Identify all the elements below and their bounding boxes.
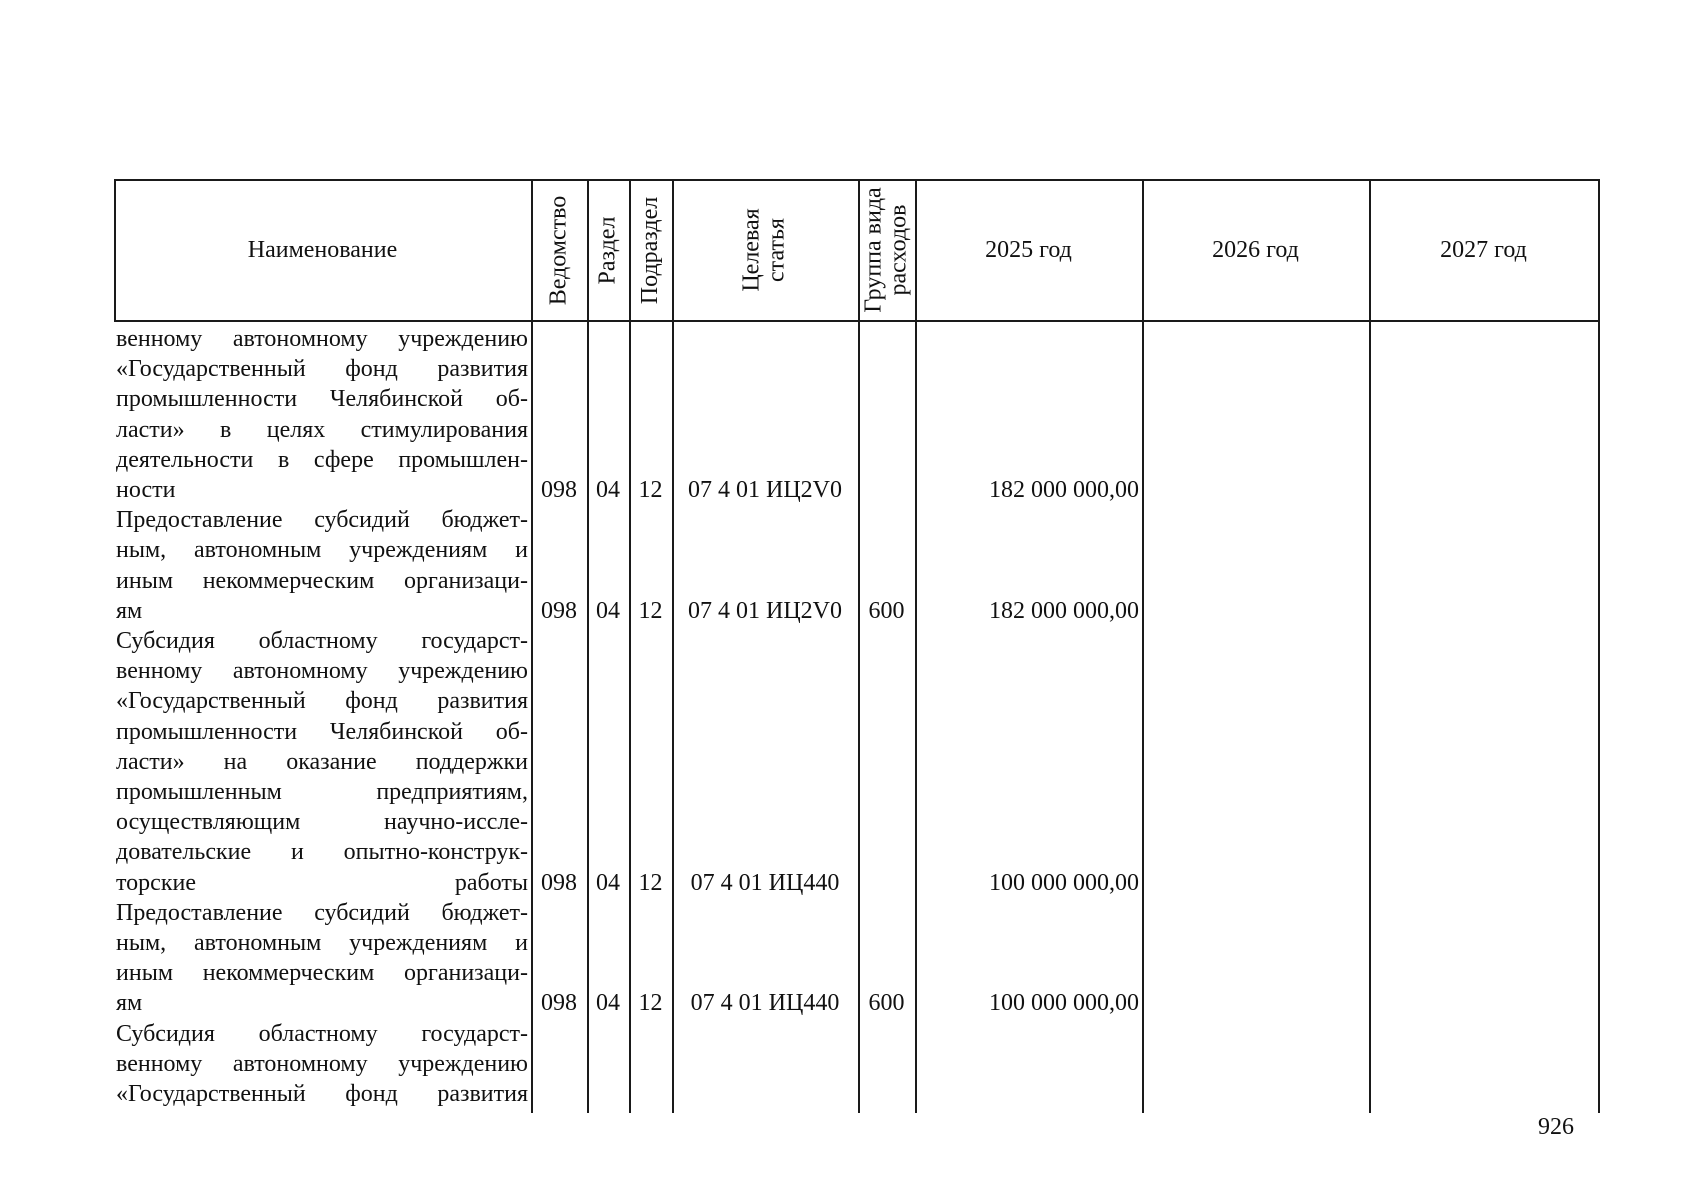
page-number: 926 [1538, 1114, 1574, 1140]
row-name-line: «Государственный фонд развития [116, 1080, 528, 1107]
row-amount-2025: 182 000 000,00 [989, 477, 1139, 503]
header-section-text: Раздел [594, 216, 621, 284]
header-target-item [672, 179, 858, 321]
row-name-line: ласти» в целях стимулирования [116, 416, 528, 443]
row-name-line: деятельности в сфере промышлен- [116, 446, 528, 473]
row-name-line: довательские и опытно-конструк- [116, 839, 528, 866]
row-target-item: 07 4 01 ИЦ2V0 [688, 477, 842, 503]
header-year-2027 [1369, 179, 1598, 321]
row-name-line: ласти» на оказание поддержки [116, 748, 528, 775]
row-section: 04 [596, 477, 620, 503]
row-subsection: 12 [638, 869, 663, 896]
row-department: 098 [541, 869, 577, 896]
row-name-line: осуществляющим научно-иссле- [116, 809, 528, 836]
row-name-line: венному автономному учреждению [116, 326, 528, 352]
row-target-item: 07 4 01 ИЦ440 [690, 990, 840, 1017]
row-name-line: ности [116, 476, 176, 503]
row-name-line: торские работы [116, 869, 528, 896]
row-subsection: 12 [638, 990, 663, 1017]
row-name-line: промышленности Челябинской об- [116, 718, 528, 745]
row-name-line: ям [116, 990, 143, 1017]
row-subsection: 12 [638, 477, 663, 503]
row-expense-group: 600 [868, 597, 905, 624]
row-name-line: промышленным предприятиям, [116, 778, 528, 805]
header-department-text: Ведомство [545, 195, 572, 305]
row-amount-2025: 182 000 000,00 [989, 597, 1139, 624]
table-right-border [1598, 179, 1600, 1113]
header-year-2026-text: 2026 год [1212, 236, 1299, 263]
header-subsection-text: Подраздел [637, 196, 664, 304]
header-expense-group-line2: расходов [885, 204, 912, 296]
row-name [116, 626, 528, 898]
row-name-line: Предоставление субсидий бюджет- [116, 899, 528, 926]
row-name-line: ям [116, 597, 143, 624]
header-year-2025 [915, 179, 1142, 321]
row-name-line: ным, автономным учреждениям и [116, 537, 528, 564]
row-name-line: Субсидия областному государст- [116, 1020, 528, 1047]
row-department: 098 [541, 477, 577, 503]
header-target-item-line2: статья [763, 218, 790, 282]
header-subsection [629, 179, 672, 321]
row-name-line: промышленности Челябинской об- [116, 386, 528, 413]
header-year-2025-text: 2025 год [985, 236, 1072, 263]
row-name-line: «Государственный фонд развития [116, 688, 528, 715]
row-name-line: венному автономному учреждению [116, 658, 528, 685]
row-name [116, 1019, 528, 1110]
row-name-line: иным некоммерческим организаци- [116, 960, 528, 987]
row-department: 098 [541, 597, 577, 624]
row-target-item: 07 4 01 ИЦ440 [690, 869, 840, 896]
row-name [116, 898, 528, 1019]
row-name-line: Предоставление субсидий бюджет- [116, 507, 528, 534]
header-department [531, 179, 587, 321]
row-name-line: ным, автономным учреждениям и [116, 929, 528, 956]
header-name-text: Наименование [247, 236, 398, 263]
row-section: 04 [596, 990, 620, 1017]
header-year-2026 [1142, 179, 1369, 321]
header-target-item-line1: Целевая [738, 208, 765, 292]
row-name-line: «Государственный фонд развития [116, 356, 528, 383]
row-target-item: 07 4 01 ИЦ2V0 [688, 597, 842, 624]
row-expense-group: 600 [868, 990, 905, 1017]
row-name [116, 505, 528, 626]
header-expense-group-line1: Группа вида [860, 187, 887, 313]
row-section: 04 [596, 597, 620, 624]
row-department: 098 [541, 990, 577, 1017]
row-name-line: Субсидия областному государст- [116, 628, 528, 654]
row-amount-2025: 100 000 000,00 [989, 869, 1139, 896]
row-section: 04 [596, 869, 620, 896]
row-subsection: 12 [638, 597, 663, 624]
row-name-line: венному автономному учреждению [116, 1050, 528, 1077]
header-name [114, 179, 531, 321]
header-section [587, 179, 629, 321]
row-name [116, 324, 528, 505]
header-expense-group [858, 179, 915, 321]
header-year-2027-text: 2027 год [1440, 236, 1527, 263]
row-name-line: иным некоммерческим организаци- [116, 567, 528, 594]
row-amount-2025: 100 000 000,00 [989, 990, 1139, 1017]
budget-table [114, 179, 1600, 1113]
